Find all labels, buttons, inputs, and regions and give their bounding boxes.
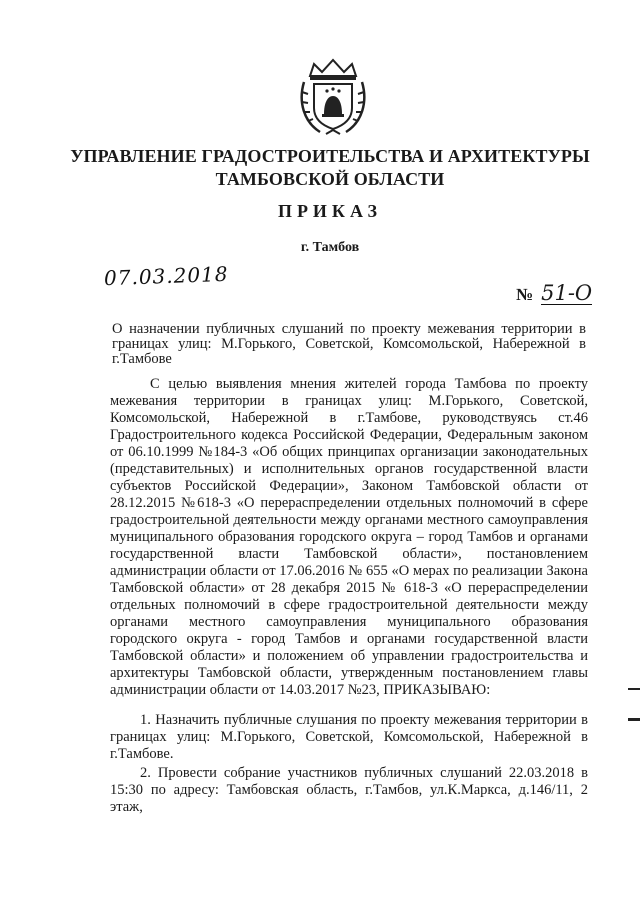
order-item-1: 1. Назначить публичные слушания по проекту межевания территории в границах улиц: М.Горького, Советской, Комсомольской, Набережной в г.Тамбове. [110, 712, 588, 762]
number-sign: № [516, 285, 534, 304]
order-item-2: 2. Провести собрание участников публичных слушаний 22.03.2018 в 15:30 по адресу: Тамбовская область, г.Тамбов, ул.К.Маркса, д.146/11, 2 этаж, [110, 765, 588, 815]
handwritten-date: 07.03.2018 [103, 261, 229, 291]
tambov-coat-of-arms-icon [296, 58, 370, 136]
scan-edge-mark [628, 688, 640, 690]
organization-title: УПРАВЛЕНИЕ ГРАДОСТРОИТЕЛЬСТВА И АРХИТЕКТУРЫ ТАМБОВСКОЙ ОБЛАСТИ [70, 146, 590, 189]
document-type-heading: ПРИКАЗ [277, 201, 383, 221]
scan-edge-mark [628, 718, 640, 721]
order-subject: О назначении публичных слушаний по проекту межевания территории в границах улиц: М.Горького, Советской, Комсомольской, Набережной в г.Тамбове [112, 321, 586, 367]
handwritten-number: 51-О [541, 281, 593, 305]
order-number [516, 282, 592, 305]
city-label: г. Тамбов [300, 240, 360, 255]
preamble-paragraph: С целью выявления мнения жителей города Тамбова по проекту межевания территории в границах улиц: М.Горького, Советской, Комсомольской, Набережной в г.Тамбове, руководствуясь ст.46 Градостроительного кодекса Российской Федерации, Федеральным законом от 06.10.1999 №184-3 «Об общих принципах организации законодательных (представительных) и исполнительных органов государственной власти субъектов Российской Федерации», Законом Тамбовской области от 28.12.2015 №618-3 «О перераспределении отдельных полномочий в сфере градостроительной деятельности между органами местного самоуправления муниципального образования городского округа – город Тамбов и органами государственной власти Тамбовской области», постановлением администрации области от 17.06.2016 № 655 «О мерах по реализации Закона Тамбовской области» от 28 декабря 2015 № 618-3 «О перераспределении отдельных полномочий в сфере градостроительной деятельности между органами местного самоуправления муниципального образования городского округа - город Тамбов и органами государственной власти Тамбовской области» и положением об управлении градостроительства и архитектуры Тамбовской области, утвержденным постановлением главы администрации области от 14.03.2017 №23, ПРИКАЗЫВАЮ: [110, 376, 588, 698]
